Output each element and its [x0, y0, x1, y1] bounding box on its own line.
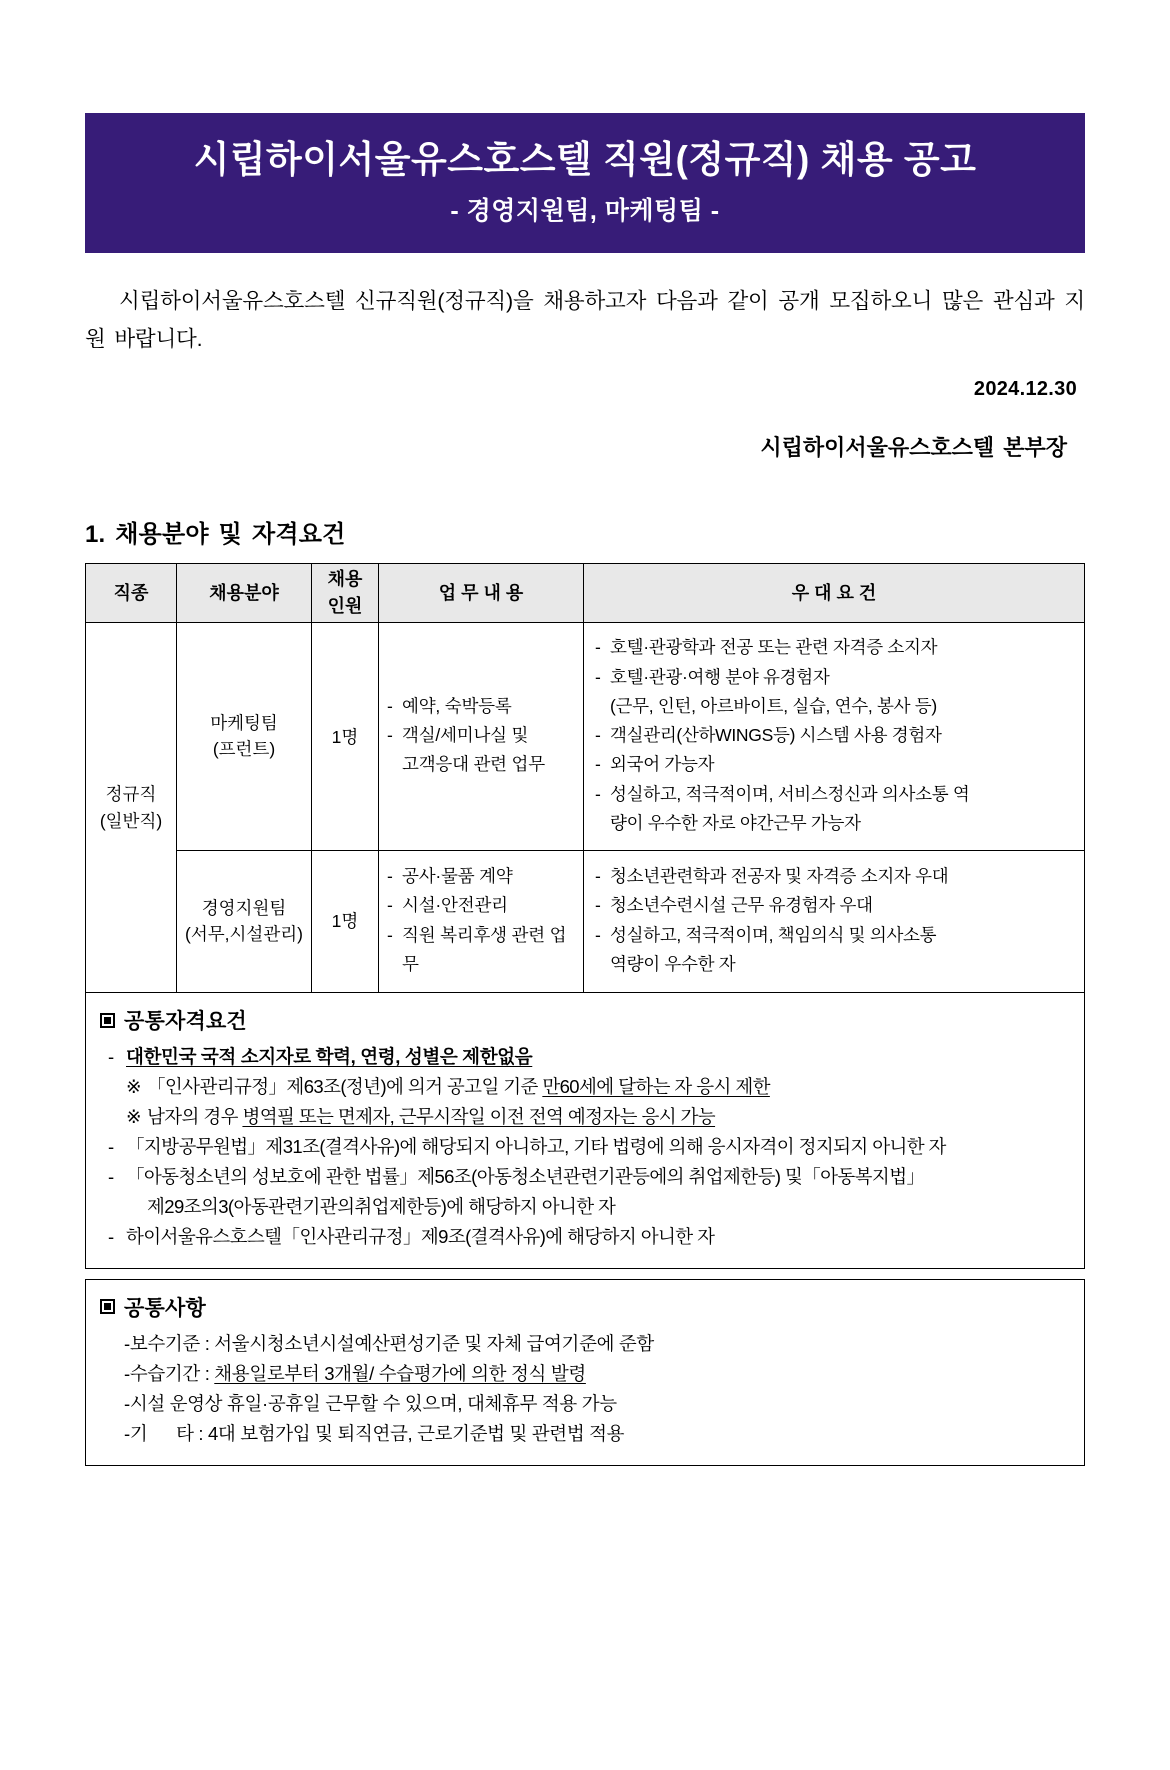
preferred-list — [595, 863, 1075, 977]
list-item — [595, 892, 1075, 918]
common-qualifications-list — [100, 1042, 1070, 1252]
common-info-title-text: 공통사항 — [124, 1296, 206, 1320]
list-item — [100, 1132, 1070, 1162]
preferred-text: 청소년관련학과 전공자 및 자격증 소지자 우대 — [610, 866, 949, 886]
dash-mark: - — [387, 924, 393, 945]
qualification-text: 「지방공무원법」제31조(결격사유)에 해당되지 아니하고, 기타 법령에 의해 응시자격이 정지되지 아니한 자 — [126, 1135, 946, 1157]
duty-list — [387, 693, 573, 778]
cell-job-type — [86, 623, 177, 993]
header-duties: 업 무 내 용 — [379, 564, 584, 623]
list-item — [387, 722, 573, 748]
intro-text: 시립하이서울유스호스텔 신규직원(정규직)을 채용하고자 다음과 같이 공개 모집하오니 많은 관심과 지원 바랍니다. — [85, 289, 1085, 351]
dash-mark: - — [108, 1225, 114, 1247]
section-heading-1: 1. 채용분야 및 자격요건 — [85, 521, 346, 549]
duty-text: 시설·안전관리 — [402, 895, 508, 916]
duty-text: 객실/세미나실 및 — [402, 725, 529, 745]
duty-text: 공사·물품 계약 — [402, 866, 513, 886]
list-item-cont — [595, 693, 1075, 719]
list-item — [100, 1102, 1070, 1132]
filled-square-icon — [100, 1013, 115, 1028]
reference-mark-icon: ※ — [126, 1075, 142, 1097]
cell-field — [177, 623, 312, 851]
cell-field — [177, 851, 312, 993]
banner-title: 시립하이서울유스호스텔 직원(정규직) 채용 공고 — [193, 138, 977, 180]
info-separator: : — [199, 1362, 215, 1384]
dash-mark: - — [108, 1135, 114, 1157]
preferred-text: 호텔·관광·여행 분야 유경험자 — [610, 666, 830, 687]
info-label: 수습기간 — [129, 1362, 200, 1384]
table-row — [86, 623, 1085, 851]
dash-mark: - — [595, 725, 601, 745]
list-item — [100, 1222, 1070, 1252]
list-item — [387, 863, 573, 889]
cell-duties — [379, 851, 584, 993]
header-job-type: 직종 — [86, 564, 177, 623]
preferred-text-cont: (근무, 인턴, 아르바이트, 실습, 연수, 봉사 등) — [610, 695, 937, 716]
list-item-cont — [387, 951, 573, 977]
list-item — [595, 751, 1075, 777]
list-item — [595, 922, 1075, 948]
duty-text: 예약, 숙박등록 — [402, 695, 512, 716]
list-item — [100, 1042, 1070, 1072]
list-item — [387, 693, 573, 719]
list-item — [595, 722, 1075, 748]
filled-square-icon — [100, 1299, 115, 1314]
table-header-row — [86, 564, 1085, 623]
dash-mark: - — [108, 1046, 114, 1067]
dash-mark: - — [387, 866, 393, 886]
header-field: 채용분야 — [177, 564, 312, 623]
qualification-text: 남자의 경우 — [147, 1105, 243, 1127]
list-item-cont — [387, 751, 573, 777]
qualification-text: 대한민국 국적 소지자로 학력, 연령, 성별은 제한없음 — [126, 1046, 533, 1067]
header-count-line2: 인원 — [327, 596, 363, 617]
banner-subtitle: - 경영지원팀, 마케팅팀 - — [450, 197, 720, 226]
list-item-cont — [595, 810, 1075, 836]
list-item — [387, 922, 573, 948]
dash-mark: - — [124, 1392, 130, 1414]
list-item-cont — [595, 951, 1075, 977]
cell-count: 1명 — [312, 623, 379, 851]
header-count-line1: 채용 — [327, 569, 363, 590]
field-line1: 경영지원팀 — [201, 898, 287, 919]
info-label: 기 타 — [129, 1422, 194, 1444]
header-count — [312, 564, 379, 623]
list-item — [100, 1419, 1070, 1449]
job-type-line1: 정규직 — [105, 784, 157, 805]
qualification-text: 하이서울유스호스텔「인사관리규정」제9조(결격사유)에 해당하지 아니한 자 — [126, 1225, 715, 1247]
qualification-text-underlined: 병역필 또는 면제자, 근무시작일 이전 전역 예정자는 응시 가능 — [242, 1105, 716, 1127]
intro-paragraph — [85, 283, 1085, 358]
list-item — [100, 1389, 1070, 1419]
preferred-text: 청소년수련시설 근무 유경험자 우대 — [610, 895, 873, 916]
list-item — [595, 781, 1075, 807]
list-item — [100, 1359, 1070, 1389]
duty-text: 직원 복리후생 관련 업 — [402, 924, 567, 945]
cell-duties — [379, 623, 584, 851]
dash-mark: - — [595, 866, 601, 886]
cell-preferred — [584, 623, 1085, 851]
dash-mark: - — [595, 783, 601, 804]
cell-preferred — [584, 851, 1085, 993]
dash-mark: - — [387, 695, 393, 716]
preferred-text: 성실하고, 적극적이며, 책임의식 및 의사소통 — [610, 924, 937, 945]
duty-text-cont: 무 — [402, 953, 419, 974]
list-item — [387, 892, 573, 918]
dash-mark: - — [387, 725, 393, 745]
reference-mark-icon: ※ — [126, 1105, 142, 1127]
recruitment-table — [85, 563, 1085, 993]
dash-mark: - — [595, 666, 601, 687]
dash-mark: - — [108, 1165, 114, 1187]
qualification-text: 「인사관리규정」제63조(정년)에 의거 공고일 기준 — [147, 1075, 543, 1097]
preferred-text-cont: 량이 우수한 자로 야간근무 가능자 — [610, 812, 861, 833]
info-label: 보수기준 — [129, 1332, 205, 1354]
cell-count: 1명 — [312, 851, 379, 993]
info-separator: : — [204, 1332, 215, 1354]
dash-mark: - — [124, 1362, 130, 1384]
info-text: 서울시청소년시설예산편성기준 및 자체 급여기준에 준함 — [214, 1332, 654, 1354]
dash-mark: - — [124, 1422, 130, 1444]
list-item-cont — [100, 1192, 1070, 1222]
preferred-text: 호텔·관광학과 전공 또는 관련 자격증 소지자 — [610, 637, 938, 658]
info-separator: : — [193, 1422, 208, 1444]
list-item — [595, 863, 1075, 889]
list-item — [100, 1162, 1070, 1192]
document-page — [0, 113, 1170, 1770]
table-row — [86, 851, 1085, 993]
dash-mark: - — [387, 895, 393, 916]
list-item — [595, 664, 1075, 690]
qualification-text-cont: 제29조의3(아동관련기관의취업제한등)에 해당하지 아니한 자 — [147, 1195, 616, 1217]
preferred-text: 객실관리(산하WINGS등) 시스템 사용 경험자 — [610, 725, 942, 745]
preferred-text: 성실하고, 적극적이며, 서비스정신과 의사소통 역 — [610, 783, 970, 804]
dash-mark: - — [595, 637, 601, 658]
duty-list — [387, 863, 573, 977]
preferred-text: 외국어 가능자 — [610, 754, 715, 775]
common-qualifications-title — [100, 1005, 1070, 1035]
title-banner — [85, 113, 1085, 253]
list-item — [595, 634, 1075, 660]
dash-mark: - — [595, 754, 601, 775]
qualification-text: 「아동청소년의 성보호에 관한 법률」제56조(아동청소년관련기관등에의 취업제한등) 및「아동복지법」 — [126, 1165, 925, 1187]
info-text: 4대 보험가입 및 퇴직연금, 근로기준법 및 관련법 적용 — [207, 1422, 625, 1444]
common-info-list — [100, 1329, 1070, 1449]
common-qualifications-title-text: 공통자격요건 — [124, 1010, 247, 1033]
preferred-text-cont: 역량이 우수한 자 — [610, 953, 736, 974]
dash-mark: - — [595, 924, 601, 945]
info-text-underlined: 채용일로부터 3개월/ 수습평가에 의한 정식 발령 — [214, 1362, 586, 1384]
info-text: 시설 운영상 휴일·공휴일 근무할 수 있으며, 대체휴무 적용 가능 — [129, 1392, 617, 1414]
header-preferred: 우 대 요 건 — [584, 564, 1085, 623]
common-qualifications-box — [85, 993, 1085, 1269]
list-item — [100, 1072, 1070, 1102]
issuer-name: 시립하이서울유스호스텔 본부장 — [760, 435, 1067, 461]
qualification-text-underlined: 만60세에 달하는 자 응시 제한 — [542, 1075, 770, 1097]
field-line1: 마케팅팀 — [210, 713, 278, 734]
field-line2: (프런트) — [212, 738, 276, 759]
common-info-title — [100, 1292, 1070, 1322]
dash-mark: - — [124, 1332, 130, 1354]
announcement-date: 2024.12.30 — [973, 378, 1077, 401]
dash-mark: - — [595, 895, 601, 916]
preferred-list — [595, 634, 1075, 836]
duty-text-cont: 고객응대 관련 업무 — [402, 754, 545, 775]
field-line2: (서무,시설관리) — [185, 923, 303, 944]
job-type-line2: (일반직) — [99, 810, 163, 831]
common-info-box — [85, 1279, 1085, 1466]
list-item — [100, 1329, 1070, 1359]
